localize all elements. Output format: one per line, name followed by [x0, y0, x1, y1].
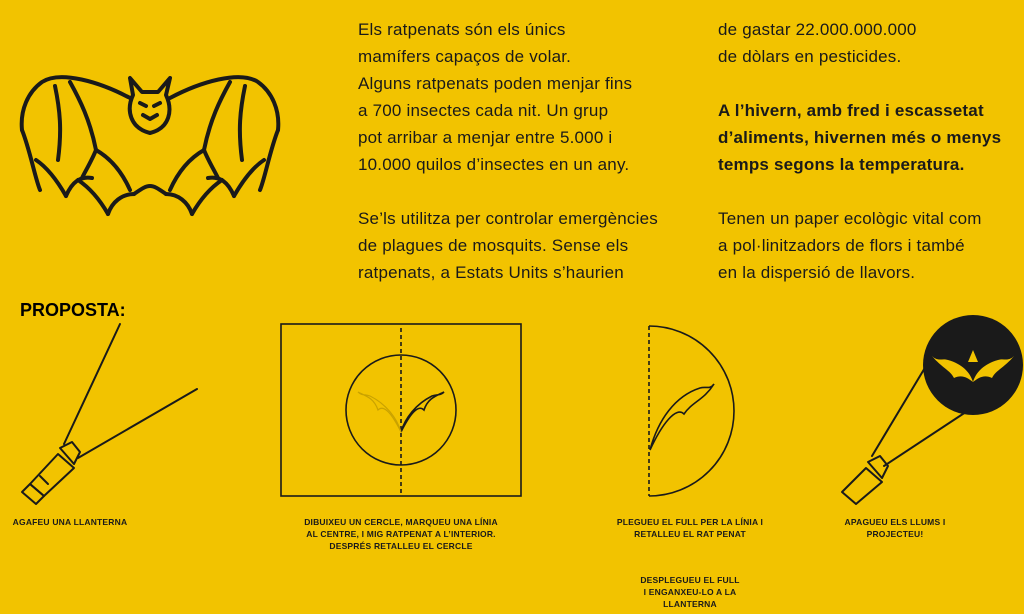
caption-line: DIBUIXEU UN CERCLE, MARQUEU UNA LÍNIA: [304, 517, 498, 527]
caption-line: I ENGANXEU-LO A LA: [643, 587, 737, 597]
text-line-bold: d’aliments, hivernen més o menys: [718, 128, 1002, 147]
caption-line: APAGUEU ELS LLUMS I: [844, 517, 946, 527]
text-line: 10.000 quilos d’insectes en un any.: [358, 155, 630, 174]
caption-line: AL CENTRE, I MIG RATPENAT A L’INTERIOR.: [306, 529, 496, 539]
proposta-heading: PROPOSTA:: [20, 300, 126, 320]
caption-line: RETALLEU EL RAT PENAT: [634, 529, 746, 539]
caption-line: AGAFEU UNA LLANTERNA: [12, 517, 128, 527]
text-line: a pol·linitzadors de flors i també: [718, 236, 965, 255]
text-line-bold: A l’hivern, amb fred i escassetat: [718, 101, 984, 120]
step-caption-3: [610, 516, 770, 540]
step-caption-3b: [630, 574, 750, 610]
text-line: de plagues de mosquits. Sense els: [358, 236, 629, 255]
text-line: Se’ls utilitza per controlar emergències: [358, 209, 658, 228]
caption-line: LLANTERNA: [663, 599, 717, 609]
text-line-bold: temps segons la temperatura.: [718, 155, 965, 174]
text-line: de gastar 22.000.000.000: [718, 20, 917, 39]
caption-line: DESPLEGUEU EL FULL: [640, 575, 740, 585]
step-caption-2: [301, 516, 501, 552]
text-line: a 700 insectes cada nit. Un grup: [358, 101, 609, 120]
caption-line: PLEGUEU EL FULL PER LA LÍNIA I: [616, 517, 764, 527]
text-line: Els ratpenats són els únics: [358, 20, 566, 39]
text-line: Tenen un paper ecològic vital com: [718, 209, 982, 228]
text-line: en la dispersió de llavors.: [718, 263, 916, 282]
text-line: ratpenats, a Estats Units s’haurien: [358, 263, 624, 282]
step-caption-1: [10, 516, 130, 528]
caption-line: DESPRÉS RETALLEU EL CERCLE: [329, 541, 473, 551]
text-line: mamífers capaços de volar.: [358, 47, 572, 66]
text-line: Alguns ratpenats poden menjar fins: [358, 74, 633, 93]
step-caption-4: [835, 516, 955, 540]
text-line: de dòlars en pesticides.: [718, 47, 902, 66]
caption-line: PROJECTEU!: [866, 529, 924, 539]
text-line: pot arribar a menjar entre 5.000 i: [358, 128, 613, 147]
